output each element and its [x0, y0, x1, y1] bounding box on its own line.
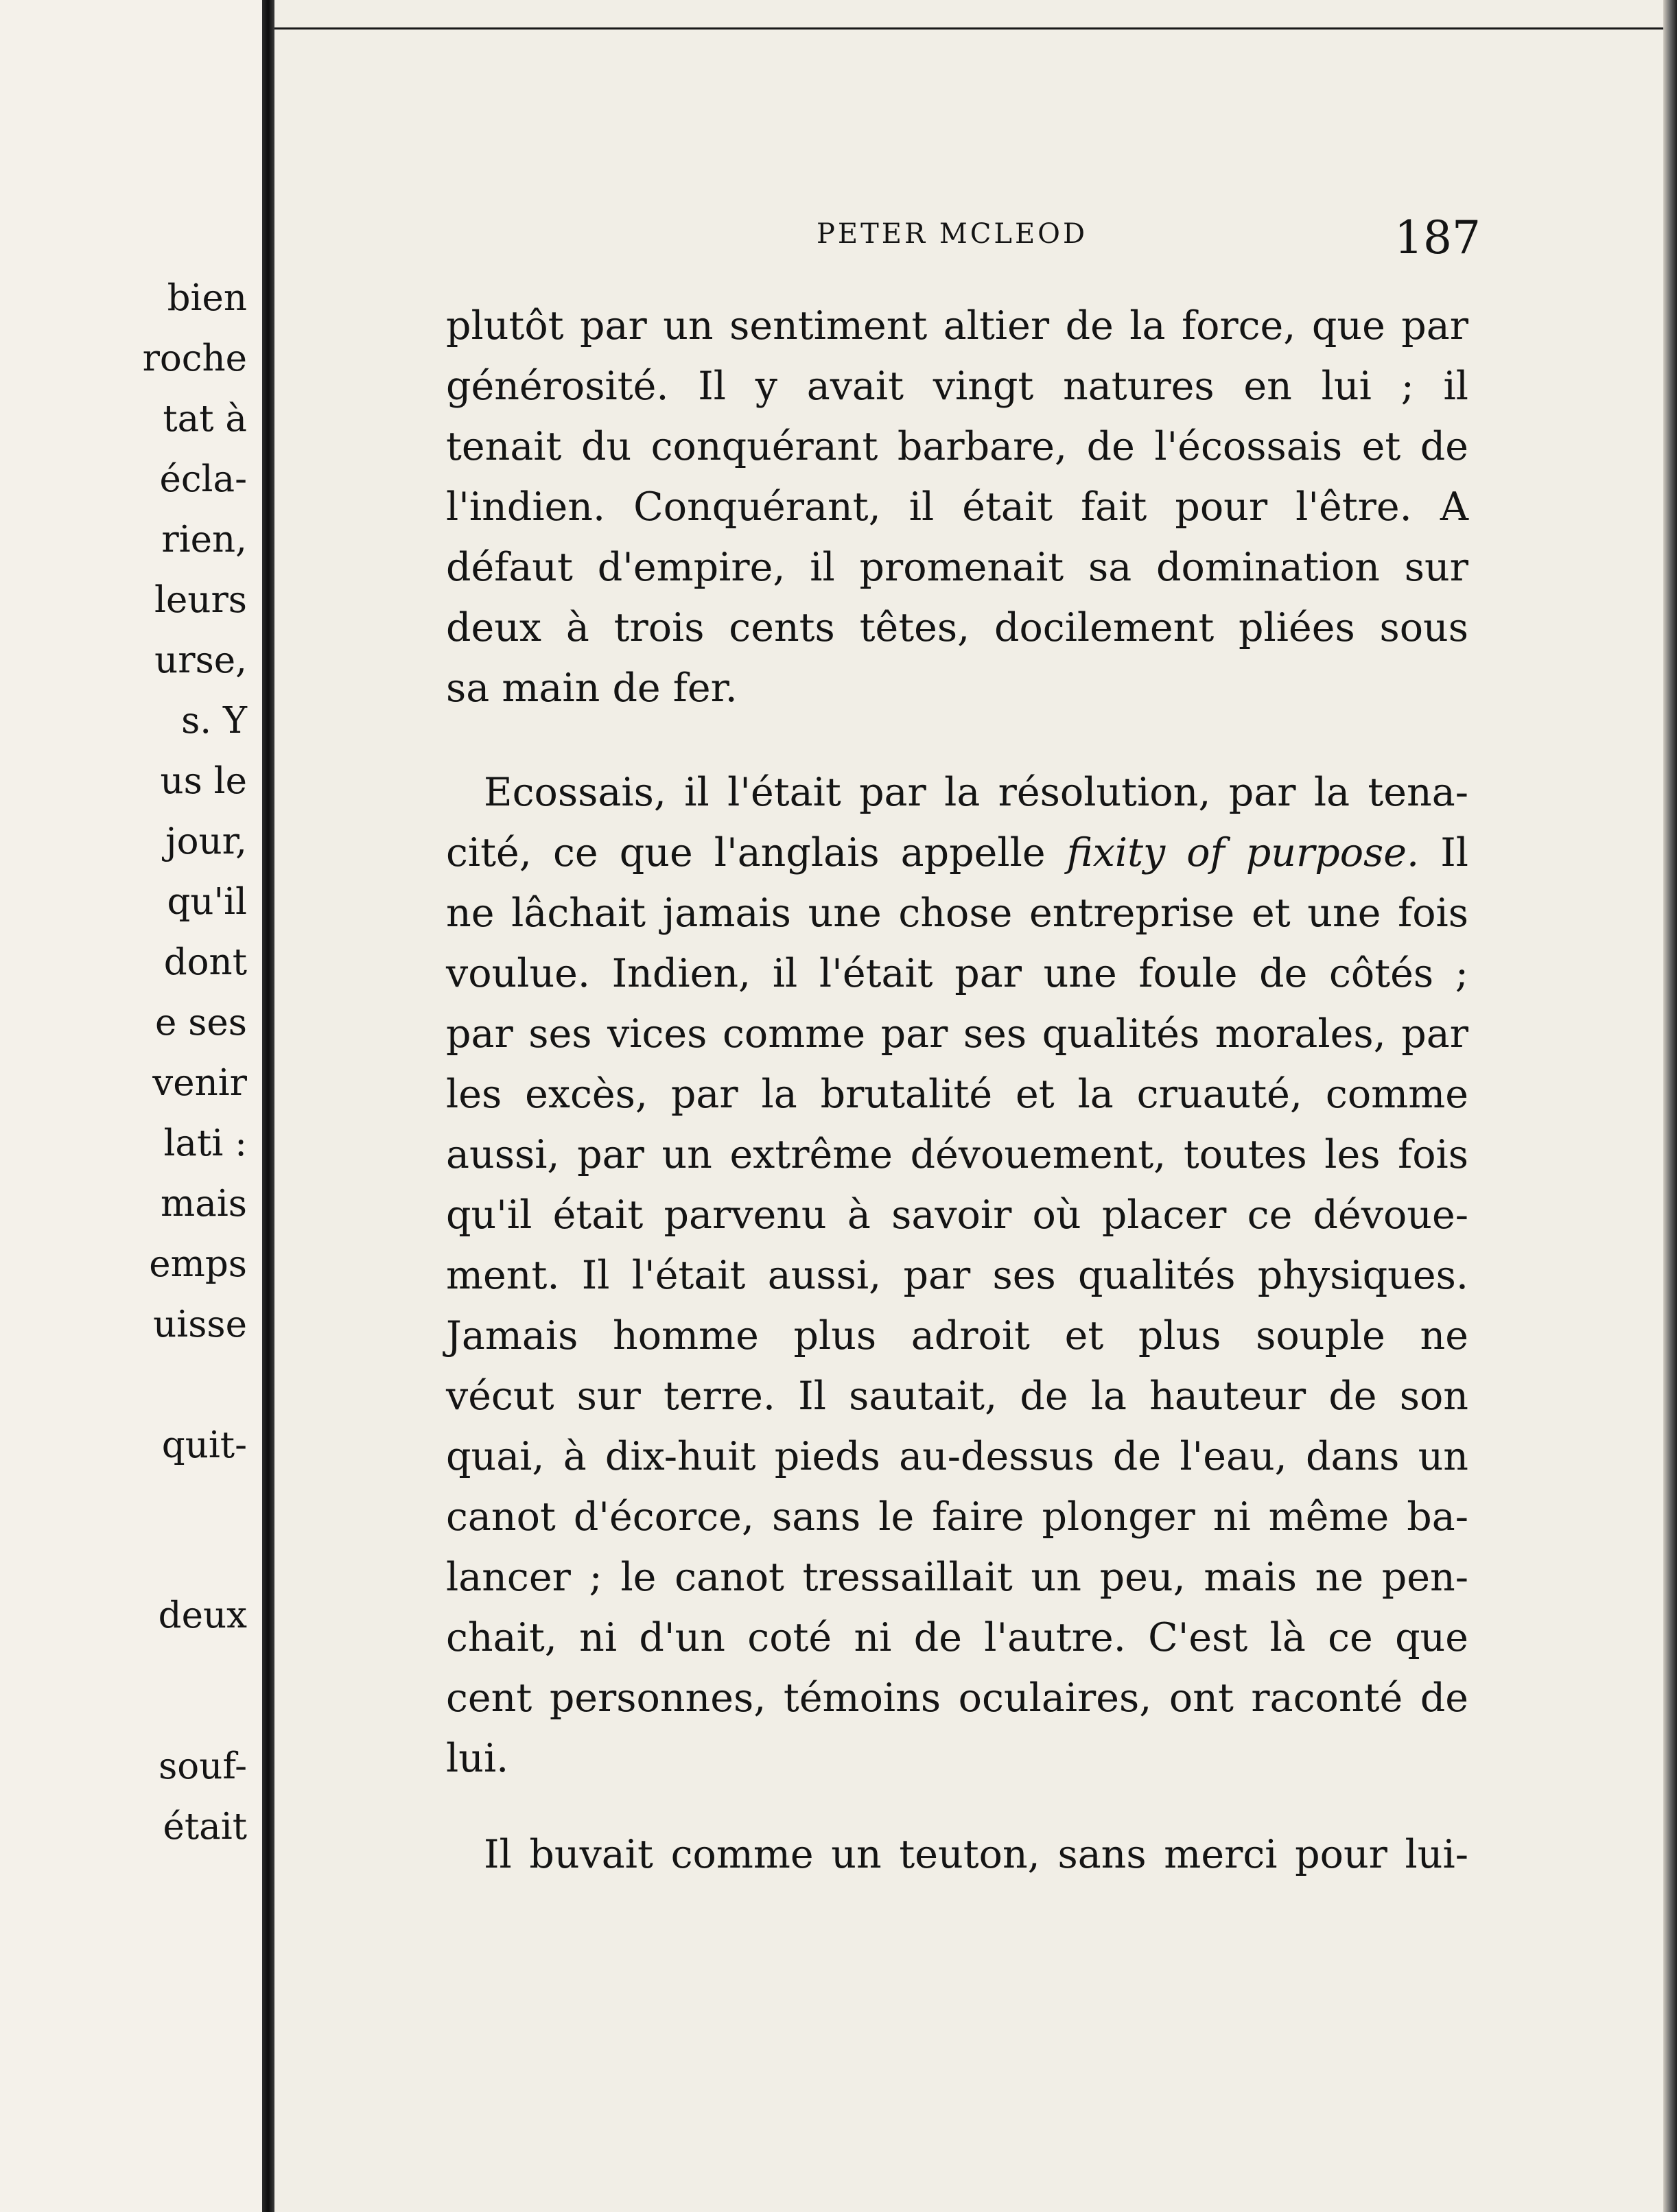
- facing-page-line: mais: [160, 1183, 247, 1225]
- page-right-edge: [1663, 0, 1677, 2212]
- text-line: l'indien. Conquérant, il était fait pour l'être. A: [446, 484, 1468, 530]
- text-line: Jamais homme plus adroit et plus souple ne: [446, 1313, 1468, 1358]
- facing-page-line: e ses: [155, 1002, 247, 1044]
- italic-phrase: fixity of purpose.: [1066, 830, 1420, 875]
- text-line: aussi, par un extrême dévouement, toutes les fois: [446, 1132, 1468, 1177]
- text-line: voulue. Indien, il l'était par une foule de côtés ;: [446, 951, 1468, 996]
- facing-page-line: emps: [149, 1243, 247, 1285]
- facing-page-line: leurs: [154, 579, 247, 621]
- text-line: qu'il était parvenu à savoir où placer ce dévoue-: [446, 1192, 1468, 1238]
- text-line: lancer ; le canot tressaillait un peu, mais ne pen-: [446, 1555, 1468, 1600]
- facing-page-line: s. Y: [181, 700, 247, 742]
- text-line: par ses vices comme par ses qualités morales, par: [446, 1011, 1468, 1057]
- text-line: tenait du conquérant barbare, de l'écossais et de: [446, 424, 1468, 469]
- text-line: chait, ni d'un coté ni de l'autre. C'est là ce que: [446, 1615, 1468, 1660]
- text-line: lui.: [446, 1736, 509, 1781]
- facing-page-fragment: [0, 0, 262, 2212]
- facing-page-line: qu'il: [167, 881, 247, 923]
- text-line: ne lâchait jamais une chose entreprise et une fois: [446, 891, 1468, 936]
- page-number: 187: [1394, 211, 1481, 264]
- text-line: sa main de fer.: [446, 666, 738, 711]
- facing-page-line: tat à: [163, 398, 247, 440]
- text-line: générosité. Il y avait vingt natures en lui ; il: [446, 364, 1468, 409]
- text-line: plutôt par un sentiment altier de la force, que par: [446, 303, 1468, 349]
- facing-page-line: souf-: [159, 1745, 247, 1787]
- facing-page-line: uisse: [153, 1304, 247, 1345]
- facing-page-line: quit-: [161, 1424, 247, 1466]
- facing-page-line: us le: [160, 760, 247, 802]
- facing-page-line: deux: [158, 1595, 247, 1636]
- text-line: Il buvait comme un teuton, sans merci pour lui-: [484, 1832, 1468, 1877]
- text-line: ment. Il l'était aussi, par ses qualités physiques.: [446, 1253, 1468, 1298]
- text-line: vécut sur terre. Il sautait, de la hauteur de son: [446, 1374, 1468, 1419]
- running-head: PETER MCLEOD: [817, 218, 1088, 250]
- facing-page-line: roche: [142, 338, 247, 379]
- facing-page-line: bien: [167, 277, 247, 319]
- facing-page-line: dont: [163, 941, 247, 983]
- page-top-edge: [274, 27, 1663, 30]
- text-run: cité, ce que l'anglais appelle: [446, 830, 1067, 875]
- facing-page-line: venir: [152, 1062, 247, 1104]
- facing-page-line: lati :: [163, 1122, 247, 1164]
- text-line: deux à trois cents têtes, docilement pliées sous: [446, 605, 1468, 650]
- text-line: cent personnes, témoins oculaires, ont raconté de: [446, 1675, 1468, 1721]
- book-gutter: [262, 0, 274, 2212]
- text-line-with-italic: [446, 829, 1468, 877]
- facing-page-line: urse,: [154, 639, 247, 681]
- facing-page-line: rien,: [161, 519, 247, 561]
- facing-page-line: jour,: [165, 821, 247, 862]
- facing-page-line: était: [163, 1806, 247, 1848]
- facing-page-line: écla-: [159, 458, 247, 500]
- text-line: défaut d'empire, il promenait sa domination sur: [446, 545, 1468, 590]
- text-line: quai, à dix-huit pieds au-dessus de l'eau, dans un: [446, 1434, 1468, 1479]
- text-line: les excès, par la brutalité et la cruauté, comme: [446, 1072, 1468, 1117]
- text-line: canot d'écorce, sans le faire plonger ni même ba-: [446, 1494, 1468, 1540]
- text-line: Ecossais, il l'était par la résolution, par la tena-: [484, 770, 1468, 815]
- text-run: Il: [1419, 830, 1469, 875]
